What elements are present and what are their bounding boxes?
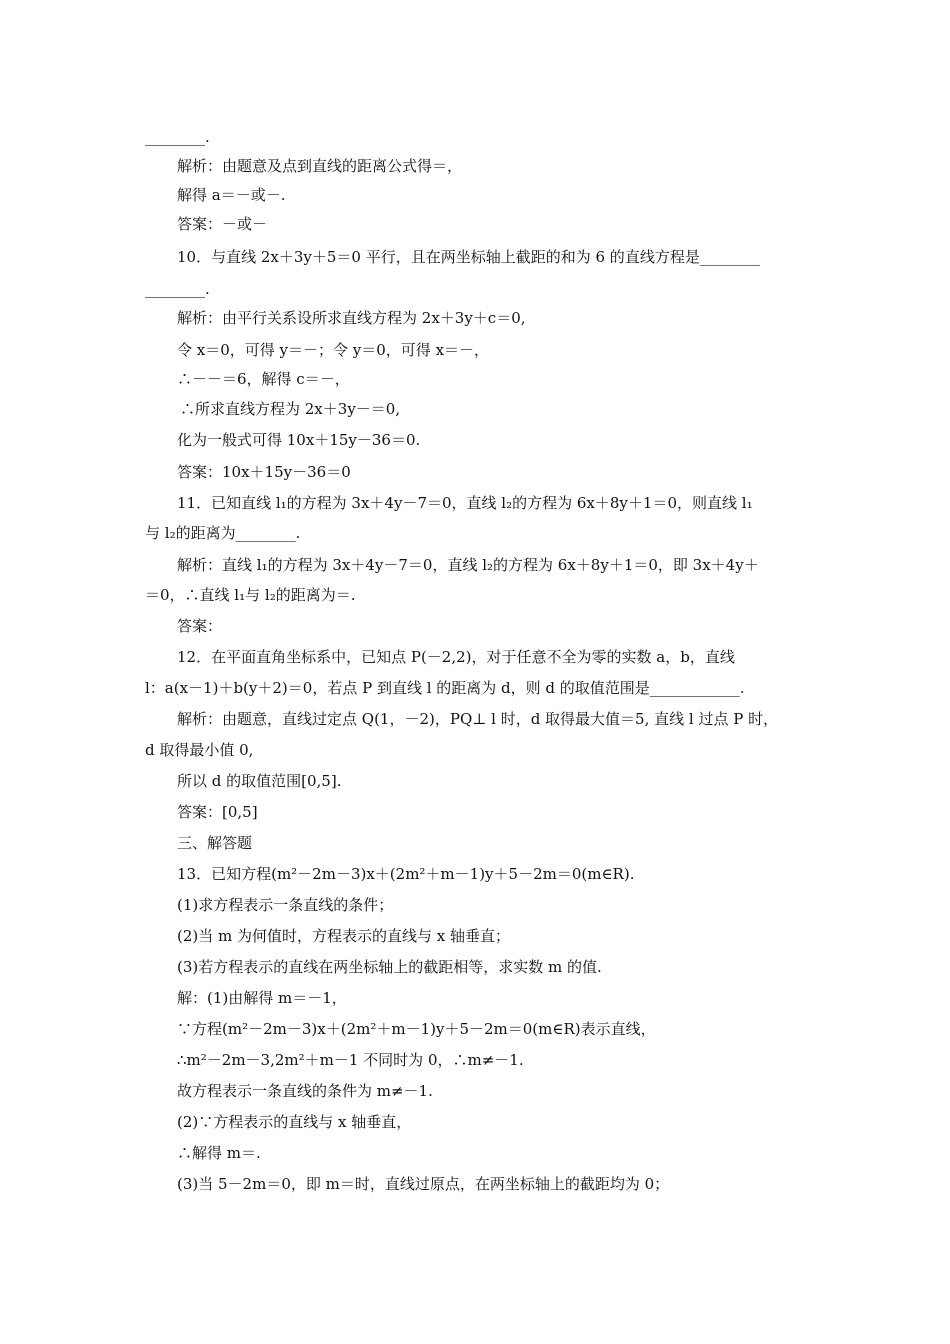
text-line: 13．已知方程(m²－2m－3)x＋(2m²＋m－1)y＋5－2m＝0(m∈R).: [177, 865, 635, 883]
text-line: 解析：直线 l₁的方程为 3x＋4y－7＝0，直线 l₂的方程为 6x＋8y＋1＝0，即 3x＋4y＋: [177, 556, 759, 574]
text-line: 答案：: [177, 617, 223, 635]
text-line: ________.: [145, 128, 210, 146]
text-line: 令 x＝0，可得 y＝－；令 y＝0，可得 x＝－，: [177, 341, 490, 359]
text-line: 所以 d 的取值范围[0,5].: [177, 772, 342, 790]
text-line: ∴－－＝6，解得 c＝－，: [177, 370, 350, 388]
text-line: 11．已知直线 l₁的方程为 3x＋4y－7＝0，直线 l₂的方程为 6x＋8y＋1＝0，则直线 l₁: [177, 494, 753, 512]
text-line: 答案：－或－: [177, 215, 268, 233]
text-line: 答案：[0,5]: [177, 803, 258, 821]
text-line: 解析：由题意，直线过定点 Q(1，－2)，PQ⊥ l 时，d 取得最大值＝5, 直线 l 过点 P 时，: [177, 710, 779, 728]
text-line: 10．与直线 2x＋3y＋5＝0 平行，且在两坐标轴上截距的和为 6 的直线方程是________: [177, 248, 760, 266]
text-line: ∴所求直线方程为 2x＋3y－＝0,: [180, 400, 401, 418]
text-line: (2)当 m 为何值时，方程表示的直线与 x 轴垂直；: [177, 927, 511, 945]
text-line: (3)当 5－2m＝0，即 m＝时，直线过原点，在两坐标轴上的截距均为 0；: [177, 1175, 670, 1193]
text-line: d 取得最小值 0,: [145, 741, 254, 759]
text-line: l：a(x－1)＋b(y＋2)＝0，若点 P 到直线 l 的距离为 d，则 d 的取值范围是____________.: [145, 679, 745, 697]
text-line: 故方程表示一条直线的条件为 m≠－1.: [177, 1082, 433, 1100]
section-heading: 三、解答题: [177, 834, 253, 852]
text-line: 解得 a＝－或－.: [177, 186, 286, 204]
text-line: 化为一般式可得 10x＋15y－36＝0.: [177, 431, 421, 449]
text-line: ∴解得 m＝.: [177, 1144, 261, 1162]
text-line: ∵方程(m²－2m－3)x＋(2m²＋m－1)y＋5－2m＝0(m∈R)表示直线，: [177, 1020, 656, 1038]
text-line: 12．在平面直角坐标系中，已知点 P(－2,2)，对于任意不全为零的实数 a，b，直线: [177, 648, 735, 666]
text-line: (3)若方程表示的直线在两坐标轴上的截距相等，求实数 m 的值.: [177, 958, 602, 976]
text-line: 与 l₂的距离为________.: [145, 524, 301, 542]
text-line: ∴m²－2m－3,2m²＋m－1 不同时为 0，∴m≠－1.: [177, 1051, 524, 1069]
text-line: ________.: [145, 280, 210, 298]
text-line: (2)∵方程表示的直线与 x 轴垂直，: [177, 1113, 412, 1131]
text-line: 答案：10x＋15y－36＝0: [177, 463, 351, 481]
text-line: 解析：由平行关系设所求直线方程为 2x＋3y＋c＝0,: [177, 309, 526, 327]
text-line: ＝0，∴直线 l₁与 l₂的距离为＝.: [145, 586, 356, 604]
text-line: 解：(1)由解得 m＝－1，: [177, 989, 347, 1007]
text-line: 解析：由题意及点到直线的距离公式得＝，: [177, 157, 463, 175]
text-line: (1)求方程表示一条直线的条件；: [177, 896, 394, 914]
